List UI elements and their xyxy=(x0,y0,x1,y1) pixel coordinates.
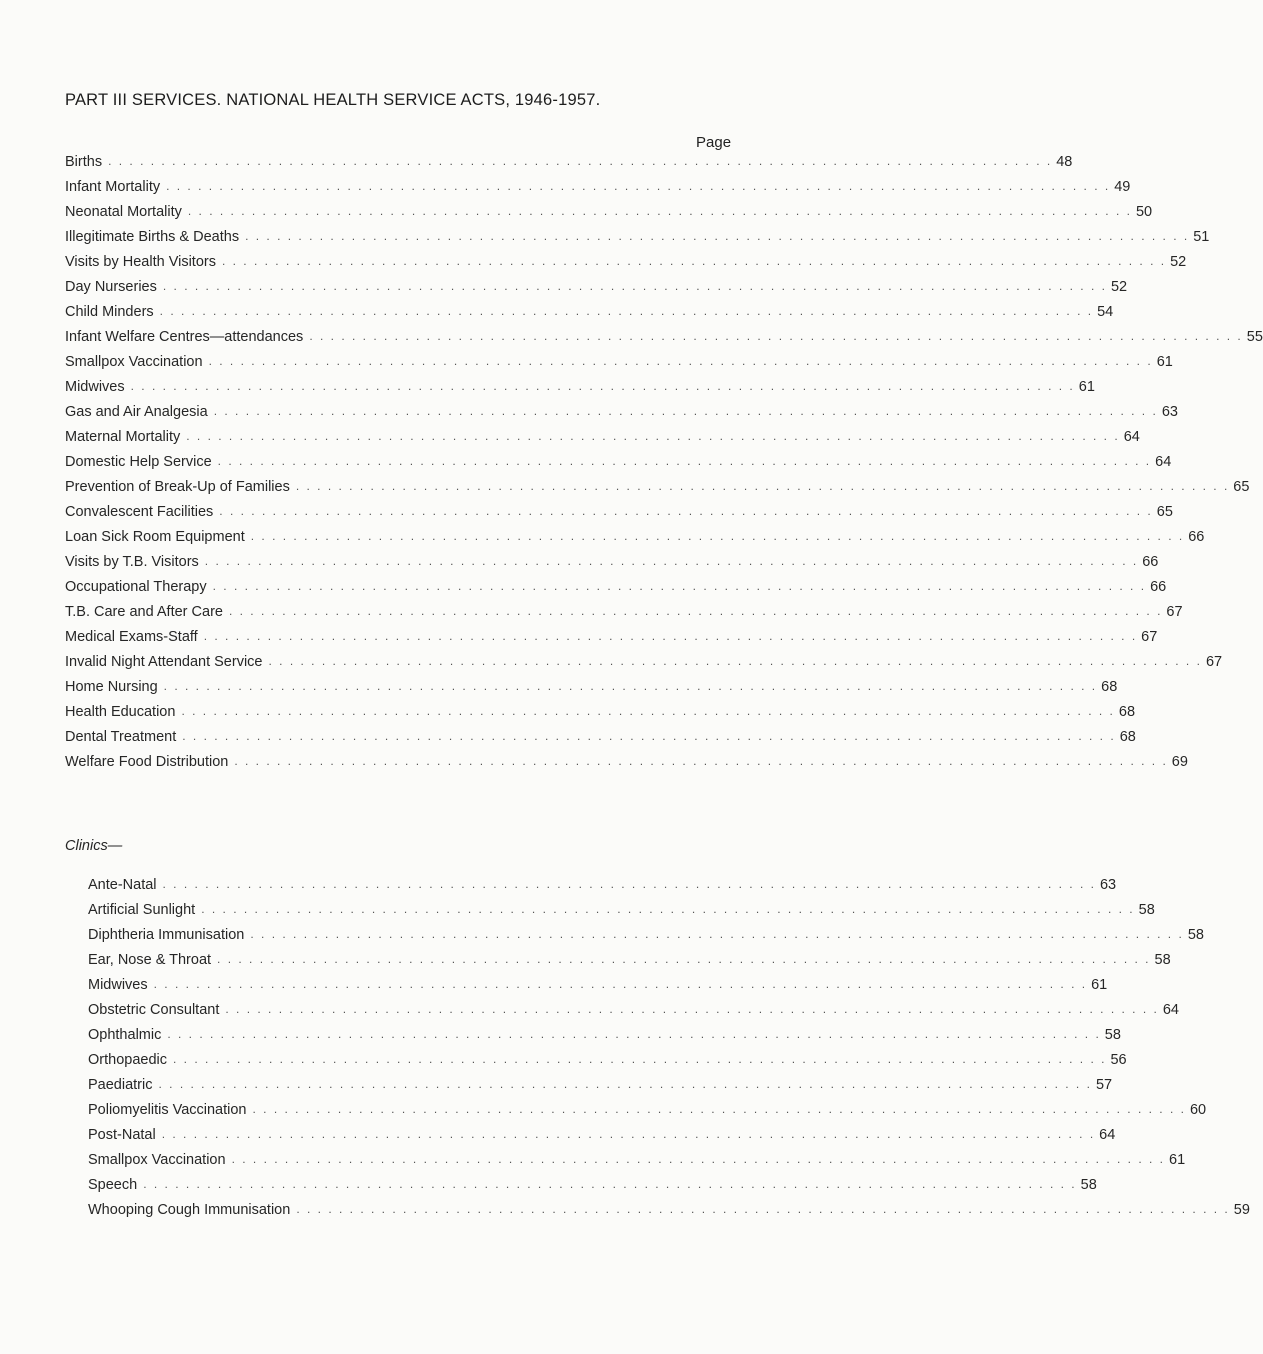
clinic-label: Artificial Sunlight xyxy=(88,902,196,918)
clinic-page: 58 xyxy=(1187,927,1204,943)
clinic-page: 58 xyxy=(1138,902,1155,918)
clinic-page: 61 xyxy=(1091,977,1108,993)
index-entry xyxy=(65,400,1178,420)
index-entry xyxy=(65,600,1183,620)
leader-dots: . . . . . . . . . . . . . . . . . . . . . . . . . . . . . . . . . . . . . . . . . . . . . . . . . . . . . . . . . . . . . . . . . . . . . . . . . . . . . . . . . . . . . . . . . xyxy=(245,229,1190,243)
index-entry xyxy=(65,500,1173,520)
entry-page: 69 xyxy=(1171,754,1188,770)
document-title: PART III SERVICES. NATIONAL HEALTH SERVICE ACTS, 1946-1957. xyxy=(65,91,601,109)
index-entry xyxy=(65,625,1158,645)
index-entry xyxy=(65,250,1187,270)
leader-dots: . . . . . . . . . . . . . . . . . . . . . . . . . . . . . . . . . . . . . . . . . . . . . . . . . . . . . . . . . . . . . . . . . . . . . . . . . . . . . . . . . . . . . . . . xyxy=(143,1177,1077,1191)
index-entry xyxy=(65,575,1167,595)
clinic-label: Midwives xyxy=(88,977,148,993)
index-entry xyxy=(65,700,1136,720)
entry-label: Infant Mortality xyxy=(65,179,161,195)
clinic-entry xyxy=(88,1173,1097,1193)
leader-dots: . . . . . . . . . . . . . . . . . . . . . . . . . . . . . . . . . . . . . . . . . . . . . . . . . . . . . . . . . . . . . . . . . . . . . . . . . . . . . . . . . . . . . . . . xyxy=(167,1027,1101,1041)
leader-dots: . . . . . . . . . . . . . . . . . . . . . . . . . . . . . . . . . . . . . . . . . . . . . . . . . . . . . . . . . . . . . . . . . . . . . . . . . . . . . . . . . . . . . . . . xyxy=(217,952,1151,966)
leader-dots: . . . . . . . . . . . . . . . . . . . . . . . . . . . . . . . . . . . . . . . . . . . . . . . . . . . . . . . . . . . . . . . . . . . . . . . . . . . . . . . . . . . . . . . . xyxy=(159,304,1094,318)
leader-dots: . . . . . . . . . . . . . . . . . . . . . . . . . . . . . . . . . . . . . . . . . . . . . . . . . . . . . . . . . . . . . . . . . . . . . . . . . . . . . . . . . . . . . . . . xyxy=(153,977,1088,991)
entry-label: Births xyxy=(65,154,103,170)
entry-page: 51 xyxy=(1193,229,1210,245)
clinic-label: Paediatric xyxy=(88,1077,153,1093)
entry-label: Prevention of Break-Up of Families xyxy=(65,479,290,495)
entry-page: 65 xyxy=(1156,504,1173,520)
index-entry xyxy=(65,200,1153,220)
clinic-page: 58 xyxy=(1154,952,1171,968)
entry-page: 48 xyxy=(1056,154,1073,170)
index-entry xyxy=(65,175,1131,195)
page-column-header: Page xyxy=(696,134,732,151)
entry-label: Health Education xyxy=(65,704,176,720)
index-entry xyxy=(65,275,1128,295)
leader-dots: . . . . . . . . . . . . . . . . . . . . . . . . . . . . . . . . . . . . . . . . . . . . . . . . . . . . . . . . . . . . . . . . . . . . . . . . . . . . . . . . . . . . . . . . xyxy=(204,554,1139,568)
clinic-label: Ear, Nose & Throat xyxy=(88,952,212,968)
entry-page: 65 xyxy=(1233,479,1250,495)
index-entry xyxy=(65,725,1136,745)
entry-page: 67 xyxy=(1205,654,1223,670)
leader-dots: . . . . . . . . . . . . . . . . . . . . . . . . . . . . . . . . . . . . . . . . . . . . . . . . . . . . . . . . . . . . . . . . . . . . . . . . . . . . . . . . . . . . . . . . xyxy=(309,329,1243,343)
clinic-page: 64 xyxy=(1099,1127,1116,1143)
leader-dots: . . . . . . . . . . . . . . . . . . . . . . . . . . . . . . . . . . . . . . . . . . . . . . . . . . . . . . . . . . . . . . . . . . . . . . . . . . . . . . . . . . . . . . . . xyxy=(250,529,1185,543)
clinic-entry xyxy=(88,1073,1113,1093)
index-entry xyxy=(65,475,1250,495)
clinic-page: 60 xyxy=(1189,1102,1207,1118)
clinic-entry xyxy=(88,1048,1127,1068)
clinic-entry xyxy=(88,923,1204,943)
clinic-label: Ante-Natal xyxy=(88,877,157,893)
clinic-entry xyxy=(88,1148,1186,1168)
leader-dots: . . . . . . . . . . . . . . . . . . . . . . . . . . . . . . . . . . . . . . . . . . . . . . . . . . . . . . . . . . . . . . . . . . . . . . . . . . . . . . . . . . . . . . . . xyxy=(158,1077,1092,1091)
leader-dots: . . . . . . . . . . . . . . . . . . . . . . . . . . . . . . . . . . . . . . . . . . . . . . . . . . . . . . . . . . . . . . . . . . . . . . . . . . . . . . . . . . . . . . . . xyxy=(295,479,1230,493)
entry-label: Smallpox Vaccination xyxy=(65,354,203,370)
clinics-heading: Clinics— xyxy=(65,838,123,854)
leader-dots: . . . . . . . . . . . . . . . . . . . . . . . . . . . . . . . . . . . . . . . . . . . . . . . . . . . . . . . . . . . . . . . . . . . . . . . . . . . . . . . . . . . . . . . . xyxy=(182,729,1116,743)
entry-label: Infant Welfare Centres—attendances xyxy=(65,329,304,345)
leader-dots: . . . . . . . . . . . . . . . . . . . . . . . . . . . . . . . . . . . . . . . . . . . . . . . . . . . . . . . . . . . . . . . . . . . . . . . . . . . . . . . . . . . . . . . . xyxy=(163,679,1098,693)
leader-dots: . . . . . . . . . . . . . . . . . . . . . . . . . . . . . . . . . . . . . . . . . . . . . . . . . . . . . . . . . . . . . . . . . . . . . . . . . . . . . . . . . . . . . . . . xyxy=(161,1127,1096,1141)
leader-dots: . . . . . . . . . . . . . . . . . . . . . . . . . . . . . . . . . . . . . . . . . . . . . . . . . . . . . . . . . . . . . . . . . . . . . . . . . . . . . . . . . . . . . . . . xyxy=(212,579,1147,593)
entry-label: Occupational Therapy xyxy=(65,579,207,595)
leader-dots: . . . . . . . . . . . . . . . . . . . . . . . . . . . . . . . . . . . . . . . . . . . . . . . . . . . . . . . . . . . . . . . . . . . . . . . . . . . . . . . . . . . . . . . . xyxy=(217,454,1152,468)
clinic-entry xyxy=(88,1198,1250,1218)
clinic-page: 58 xyxy=(1080,1177,1097,1193)
entry-page: 66 xyxy=(1188,529,1205,545)
leader-dots: . . . . . . . . . . . . . . . . . . . . . . . . . . . . . . . . . . . . . . . . . . . . . . . . . . . . . . . . . . . . . . . . . . . . . . . . . . . . . . . . . . . . . . . . xyxy=(201,902,1135,916)
entry-label: T.B. Care and After Care xyxy=(65,604,223,620)
clinic-page: 63 xyxy=(1099,877,1117,893)
entry-page: 68 xyxy=(1101,679,1118,695)
index-entry xyxy=(65,425,1140,445)
entry-label: Visits by T.B. Visitors xyxy=(65,554,199,570)
entry-page: 55 xyxy=(1246,329,1263,345)
leader-dots: . . . . . . . . . . . . . . . . . . . . . . . . . . . . . . . . . . . . . . . . . . . . . . . . . . . . . . . . . . . . . . . . . . . . . . . . . . . . . . . . . . . . . . . . xyxy=(250,927,1184,941)
entry-page: 50 xyxy=(1135,204,1153,220)
index-entry xyxy=(65,375,1095,395)
entry-page: 66 xyxy=(1142,554,1159,570)
entry-label: Welfare Food Distribution xyxy=(65,754,229,770)
leader-dots: . . . . . . . . . . . . . . . . . . . . . . . . . . . . . . . . . . . . . . . . . . . . . . . . . . . . . . . . . . . . . . . . . . . . . . . . . . . . . . . . . . . . . . . . xyxy=(173,1052,1107,1066)
leader-dots: . . . . . . . . . . . . . . . . . . . . . . . . . . . . . . . . . . . . . . . . . . . . . . . . . . . . . . . . . . . . . . . . . . . . . . . . . . . . . . . . . . . . . . . . . xyxy=(130,379,1075,393)
entry-page: 63 xyxy=(1161,404,1178,420)
clinic-page: 61 xyxy=(1169,1152,1186,1168)
clinic-entry xyxy=(88,948,1171,968)
leader-dots: . . . . . . . . . . . . . . . . . . . . . . . . . . . . . . . . . . . . . . . . . . . . . . . . . . . . . . . . . . . . . . . . . . . . . . . . . . . . . . . . . . . . . . . . . xyxy=(108,154,1053,168)
leader-dots: . . . . . . . . . . . . . . . . . . . . . . . . . . . . . . . . . . . . . . . . . . . . . . . . . . . . . . . . . . . . . . . . . . . . . . . . . . . . . . . . . . . . . . . . xyxy=(231,1152,1166,1166)
clinic-entry xyxy=(88,998,1179,1018)
index-entry xyxy=(65,300,1114,320)
clinic-label: Whooping Cough Immunisation xyxy=(88,1202,291,1218)
entry-page: 67 xyxy=(1166,604,1183,620)
clinic-page: 58 xyxy=(1104,1027,1121,1043)
clinic-label: Ophthalmic xyxy=(88,1027,162,1043)
clinic-label: Orthopaedic xyxy=(88,1052,167,1068)
index-entry xyxy=(65,350,1173,370)
entry-label: Visits by Health Visitors xyxy=(65,254,216,270)
entry-page: 61 xyxy=(1078,379,1095,395)
clinic-page: 59 xyxy=(1233,1202,1250,1218)
leader-dots: . . . . . . . . . . . . . . . . . . . . . . . . . . . . . . . . . . . . . . . . . . . . . . . . . . . . . . . . . . . . . . . . . . . . . . . . . . . . . . . . . . . . . . . . xyxy=(162,877,1096,891)
clinic-page: 57 xyxy=(1095,1077,1113,1093)
leader-dots: . . . . . . . . . . . . . . . . . . . . . . . . . . . . . . . . . . . . . . . . . . . . . . . . . . . . . . . . . . . . . . . . . . . . . . . . . . . . . . . . . . . . . . . . . xyxy=(208,354,1153,368)
leader-dots: . . . . . . . . . . . . . . . . . . . . . . . . . . . . . . . . . . . . . . . . . . . . . . . . . . . . . . . . . . . . . . . . . . . . . . . . . . . . . . . . . . . . . . . . . xyxy=(162,279,1107,293)
leader-dots: . . . . . . . . . . . . . . . . . . . . . . . . . . . . . . . . . . . . . . . . . . . . . . . . . . . . . . . . . . . . . . . . . . . . . . . . . . . . . . . . . . . . . . . . xyxy=(203,629,1138,643)
entry-page: 64 xyxy=(1155,454,1172,470)
index-entry xyxy=(65,225,1210,245)
clinic-label: Diphtheria Immunisation xyxy=(88,927,245,943)
entry-label: Illegitimate Births & Deaths xyxy=(65,229,240,245)
entry-page: 64 xyxy=(1123,429,1140,445)
index-entry xyxy=(65,650,1223,670)
entry-label: Domestic Help Service xyxy=(65,454,212,470)
entry-label: Dental Treatment xyxy=(65,729,177,745)
entry-label: Gas and Air Analgesia xyxy=(65,404,208,420)
clinic-label: Post-Natal xyxy=(88,1127,156,1143)
leader-dots: . . . . . . . . . . . . . . . . . . . . . . . . . . . . . . . . . . . . . . . . . . . . . . . . . . . . . . . . . . . . . . . . . . . . . . . . . . . . . . . . . . . . . . . . xyxy=(228,604,1163,618)
index-entry xyxy=(65,325,1263,345)
clinic-label: Poliomyelitis Vaccination xyxy=(88,1102,247,1118)
entry-page: 67 xyxy=(1141,629,1158,645)
entry-page: 52 xyxy=(1110,279,1128,295)
index-entry xyxy=(65,550,1159,570)
clinic-entry xyxy=(88,973,1108,993)
index-entry xyxy=(65,750,1188,770)
leader-dots: . . . . . . . . . . . . . . . . . . . . . . . . . . . . . . . . . . . . . . . . . . . . . . . . . . . . . . . . . . . . . . . . . . . . . . . . . . . . . . . . . . . . . . . . xyxy=(186,429,1120,443)
index-entry xyxy=(65,675,1118,695)
leader-dots: . . . . . . . . . . . . . . . . . . . . . . . . . . . . . . . . . . . . . . . . . . . . . . . . . . . . . . . . . . . . . . . . . . . . . . . . . . . . . . . . . . . . . . . . xyxy=(225,1002,1159,1016)
clinic-label: Smallpox Vaccination xyxy=(88,1152,226,1168)
clinic-entry xyxy=(88,1023,1121,1043)
clinic-label: Speech xyxy=(88,1177,138,1193)
leader-dots: . . . . . . . . . . . . . . . . . . . . . . . . . . . . . . . . . . . . . . . . . . . . . . . . . . . . . . . . . . . . . . . . . . . . . . . . . . . . . . . . . . . . . . . . . xyxy=(187,204,1132,218)
entry-page: 68 xyxy=(1119,729,1136,745)
entry-page: 52 xyxy=(1170,254,1187,270)
entry-label: Neonatal Mortality xyxy=(65,204,182,220)
entry-page: 68 xyxy=(1118,704,1136,720)
leader-dots: . . . . . . . . . . . . . . . . . . . . . . . . . . . . . . . . . . . . . . . . . . . . . . . . . . . . . . . . . . . . . . . . . . . . . . . . . . . . . . . . . . . . . . . . . xyxy=(213,404,1158,418)
leader-dots: . . . . . . . . . . . . . . . . . . . . . . . . . . . . . . . . . . . . . . . . . . . . . . . . . . . . . . . . . . . . . . . . . . . . . . . . . . . . . . . . . . . . . . . . xyxy=(268,654,1202,668)
index-entry xyxy=(65,150,1073,170)
clinic-entry xyxy=(88,873,1117,893)
entry-label: Home Nursing xyxy=(65,679,158,695)
clinic-entry xyxy=(88,1123,1116,1143)
entry-page: 61 xyxy=(1156,354,1173,370)
leader-dots: . . . . . . . . . . . . . . . . . . . . . . . . . . . . . . . . . . . . . . . . . . . . . . . . . . . . . . . . . . . . . . . . . . . . . . . . . . . . . . . . . . . . . . . . xyxy=(219,504,1153,518)
leader-dots: . . . . . . . . . . . . . . . . . . . . . . . . . . . . . . . . . . . . . . . . . . . . . . . . . . . . . . . . . . . . . . . . . . . . . . . . . . . . . . . . . . . . . . . . xyxy=(296,1202,1230,1216)
entry-page: 49 xyxy=(1114,179,1131,195)
entry-page: 66 xyxy=(1150,579,1167,595)
entry-label: Maternal Mortality xyxy=(65,429,181,445)
index-entry xyxy=(65,525,1205,545)
entry-label: Child Minders xyxy=(65,304,154,320)
clinic-page: 56 xyxy=(1110,1052,1127,1068)
clinic-entry xyxy=(88,898,1155,918)
entry-label: Loan Sick Room Equipment xyxy=(65,529,245,545)
entry-label: Invalid Night Attendant Service xyxy=(65,654,263,670)
clinic-label: Obstetric Consultant xyxy=(88,1002,220,1018)
entry-label: Convalescent Facilities xyxy=(65,504,214,520)
clinic-page: 64 xyxy=(1162,1002,1179,1018)
entry-page: 54 xyxy=(1097,304,1114,320)
leader-dots: . . . . . . . . . . . . . . . . . . . . . . . . . . . . . . . . . . . . . . . . . . . . . . . . . . . . . . . . . . . . . . . . . . . . . . . . . . . . . . . . . . . . . . . . . xyxy=(221,254,1167,268)
leader-dots: . . . . . . . . . . . . . . . . . . . . . . . . . . . . . . . . . . . . . . . . . . . . . . . . . . . . . . . . . . . . . . . . . . . . . . . . . . . . . . . . . . . . . . . . . xyxy=(166,179,1111,193)
leader-dots: . . . . . . . . . . . . . . . . . . . . . . . . . . . . . . . . . . . . . . . . . . . . . . . . . . . . . . . . . . . . . . . . . . . . . . . . . . . . . . . . . . . . . . . . xyxy=(234,754,1168,768)
leader-dots: . . . . . . . . . . . . . . . . . . . . . . . . . . . . . . . . . . . . . . . . . . . . . . . . . . . . . . . . . . . . . . . . . . . . . . . . . . . . . . . . . . . . . . . . xyxy=(252,1102,1186,1116)
index-entry xyxy=(65,450,1172,470)
clinic-entry xyxy=(88,1098,1207,1118)
entry-label: Medical Exams-Staff xyxy=(65,629,198,645)
entry-label: Midwives xyxy=(65,379,125,395)
entry-label: Day Nurseries xyxy=(65,279,157,295)
leader-dots: . . . . . . . . . . . . . . . . . . . . . . . . . . . . . . . . . . . . . . . . . . . . . . . . . . . . . . . . . . . . . . . . . . . . . . . . . . . . . . . . . . . . . . . . xyxy=(181,704,1115,718)
